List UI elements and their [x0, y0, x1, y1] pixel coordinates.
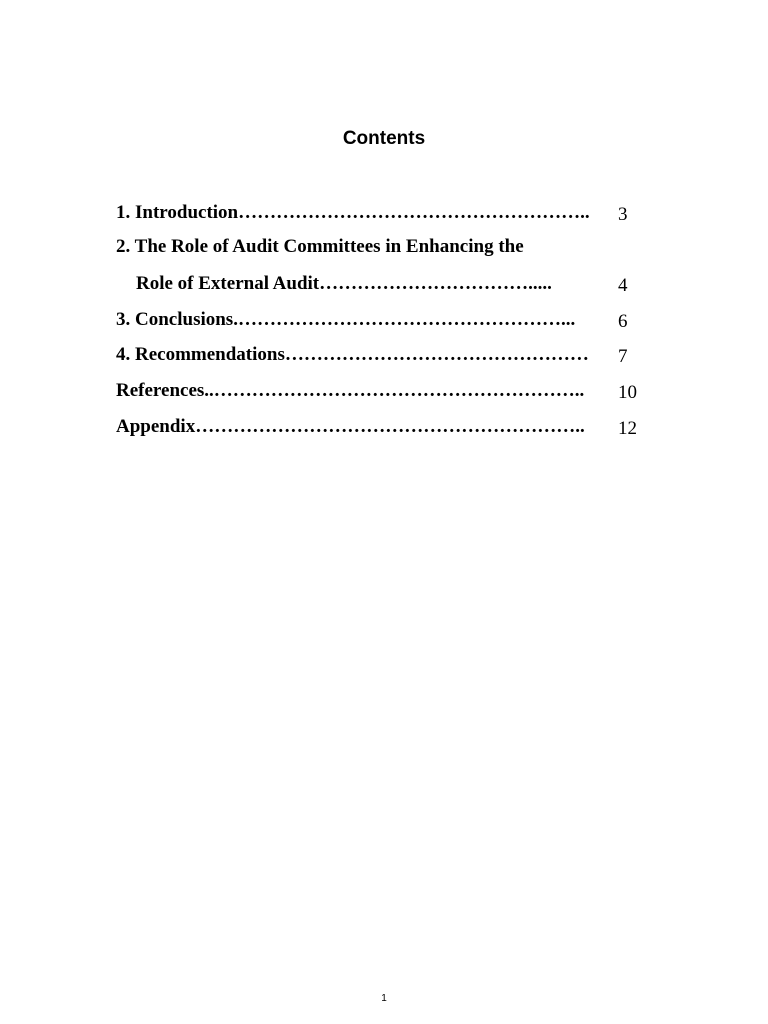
toc-entry-label: 2. The Role of Audit Committees in Enhancing the	[116, 236, 524, 257]
contents-heading: Contents	[342, 128, 426, 149]
toc-entry-page: 10	[618, 382, 637, 403]
toc-entry-recommendations	[116, 343, 656, 367]
toc-entry-label: 1. Introduction………………………………………………..	[116, 202, 590, 223]
toc-entry-conclusions	[116, 308, 656, 332]
toc-entry-page: 6	[618, 311, 628, 332]
toc-entry-page: 4	[618, 275, 628, 296]
footer-page-number: 1	[381, 993, 387, 1004]
toc-entry-appendix	[116, 415, 656, 439]
toc-entry-introduction	[116, 201, 656, 225]
toc-entry-page: 12	[618, 418, 637, 439]
toc-entry-label: 3. Conclusions.……………………………………………...	[116, 309, 576, 330]
toc-entry-label: Role of External Audit…………………………….....	[136, 273, 552, 294]
toc-entry-role-of-audit-committees-line2	[116, 272, 656, 296]
toc-entry-role-of-audit-committees-line1	[116, 235, 656, 259]
toc-entry-page: 3	[618, 204, 628, 225]
toc-entry-references	[116, 379, 656, 403]
toc-entry-label: References..…………………………………………………..	[116, 380, 585, 401]
toc-entry-label: Appendix……………………………………………………..	[116, 416, 585, 437]
toc-entry-label: 4. Recommendations…………………………………………	[116, 344, 589, 365]
toc-entry-page: 7	[618, 346, 628, 367]
